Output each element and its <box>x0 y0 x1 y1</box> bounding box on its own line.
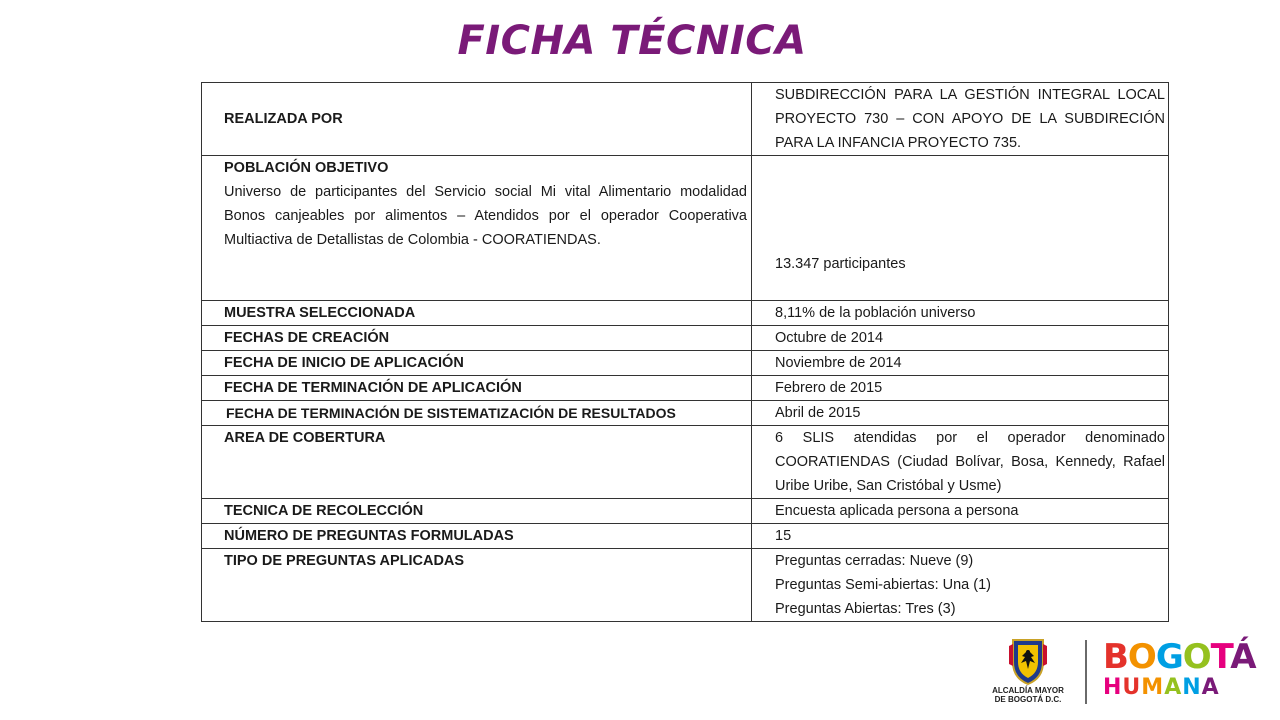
table-row <box>202 524 1169 549</box>
humana-letter: H <box>1103 675 1123 700</box>
footer-logos <box>985 636 1256 712</box>
table-row <box>202 549 1169 622</box>
table-row <box>202 426 1169 499</box>
row-value-realizada: SUBDIRECCIÓN PARA LA GESTIÓN INTEGRAL LOCAL PROYECTO 730 – CON APOYO DE LA SUBDIRECIÓN PARA LA INFANCIA PROYECTO 735. <box>752 83 1169 156</box>
ficha-tecnica-table <box>201 82 1169 622</box>
table-row <box>202 326 1169 351</box>
bogota-letter: T <box>1210 637 1231 677</box>
humana-letter: N <box>1182 675 1202 700</box>
alcaldia-text <box>985 686 1071 704</box>
humana-letter: U <box>1122 675 1142 700</box>
row-label-fecha-term-aplicacion: FECHA DE TERMINACIÓN DE APLICACIÓN <box>202 376 752 401</box>
humana-letter: A <box>1164 675 1183 700</box>
row-value-fecha-term-aplicacion: Febrero de 2015 <box>752 376 1169 401</box>
row-label-tipo: TIPO DE PREGUNTAS APLICADAS <box>202 549 752 622</box>
bogota-logo-text <box>1103 637 1256 677</box>
table-row <box>202 376 1169 401</box>
row-value-tipo <box>752 549 1169 622</box>
bogota-letter: O <box>1182 637 1211 677</box>
table-row <box>202 156 1169 301</box>
row-label-fecha-term-resultados: FECHA DE TERMINACIÓN DE SISTEMATIZACIÓN DE RESULTADOS <box>202 401 752 426</box>
bogota-letter: G <box>1155 637 1183 677</box>
humana-letter: A <box>1201 675 1220 700</box>
row-label-poblacion: POBLACIÓN OBJETIVO <box>224 160 389 176</box>
row-value-tecnica: Encuesta aplicada persona a persona <box>752 499 1169 524</box>
tipo-line-abiertas: Preguntas Abiertas: Tres (3) <box>775 601 956 617</box>
row-label-muestra: MUESTRA SELECCIONADA <box>202 301 752 326</box>
row-value-numero: 15 <box>752 524 1169 549</box>
row-label-area: AREA DE COBERTURA <box>202 426 752 499</box>
tipo-line-semiabiertas: Preguntas Semi-abiertas: Una (1) <box>775 577 991 593</box>
page-title: FICHA TÉCNICA <box>457 18 807 64</box>
logo-divider <box>1085 640 1087 704</box>
bogota-letter: Á <box>1230 637 1256 677</box>
alcaldia-line-1: ALCALDÍA MAYOR <box>992 686 1064 695</box>
table-row <box>202 83 1169 156</box>
alcaldia-line-2: DE BOGOTÁ D.C. <box>994 695 1062 704</box>
row-value-fecha-creacion: Octubre de 2014 <box>752 326 1169 351</box>
row-value-fecha-inicio: Noviembre de 2014 <box>752 351 1169 376</box>
bogota-letter: B <box>1103 637 1128 677</box>
row-value-area: 6 SLIS atendidas por el operador denominado COORATIENDAS (Ciudad Bolívar, Bosa, Kennedy, Rafael Uribe Uribe, San Cristóbal y Usme) <box>752 426 1169 499</box>
row-label-numero: NÚMERO DE PREGUNTAS FORMULADAS <box>202 524 752 549</box>
row-label-realizada: REALIZADA POR <box>202 83 752 156</box>
table-row <box>202 499 1169 524</box>
coat-of-arms-icon <box>985 636 1071 686</box>
row-label-tecnica: TECNICA DE RECOLECCIÓN <box>202 499 752 524</box>
bogota-letter: O <box>1127 637 1156 677</box>
row-label-fecha-inicio: FECHA DE INICIO DE APLICACIÓN <box>202 351 752 376</box>
row-cell-poblacion <box>202 156 752 301</box>
tipo-line-cerradas: Preguntas cerradas: Nueve (9) <box>775 553 974 569</box>
row-description-poblacion: Universo de participantes del Servicio social Mi vital Alimentario modalidad Bonos canjeables por alimentos – Atendidos por el operador Cooperativa Multiactiva de Detallistas de Colombia - COORATIENDAS. <box>224 184 747 248</box>
humana-logo-text <box>1103 676 1220 700</box>
row-value-muestra: 8,11% de la población universo <box>752 301 1169 326</box>
row-value-poblacion: 13.347 participantes <box>752 156 1169 301</box>
table-row <box>202 351 1169 376</box>
row-value-fecha-term-resultados: Abril de 2015 <box>752 401 1169 426</box>
table-row <box>202 301 1169 326</box>
row-label-fecha-creacion: FECHAS DE CREACIÓN <box>202 326 752 351</box>
humana-letter: M <box>1141 675 1165 700</box>
table-row <box>202 401 1169 426</box>
